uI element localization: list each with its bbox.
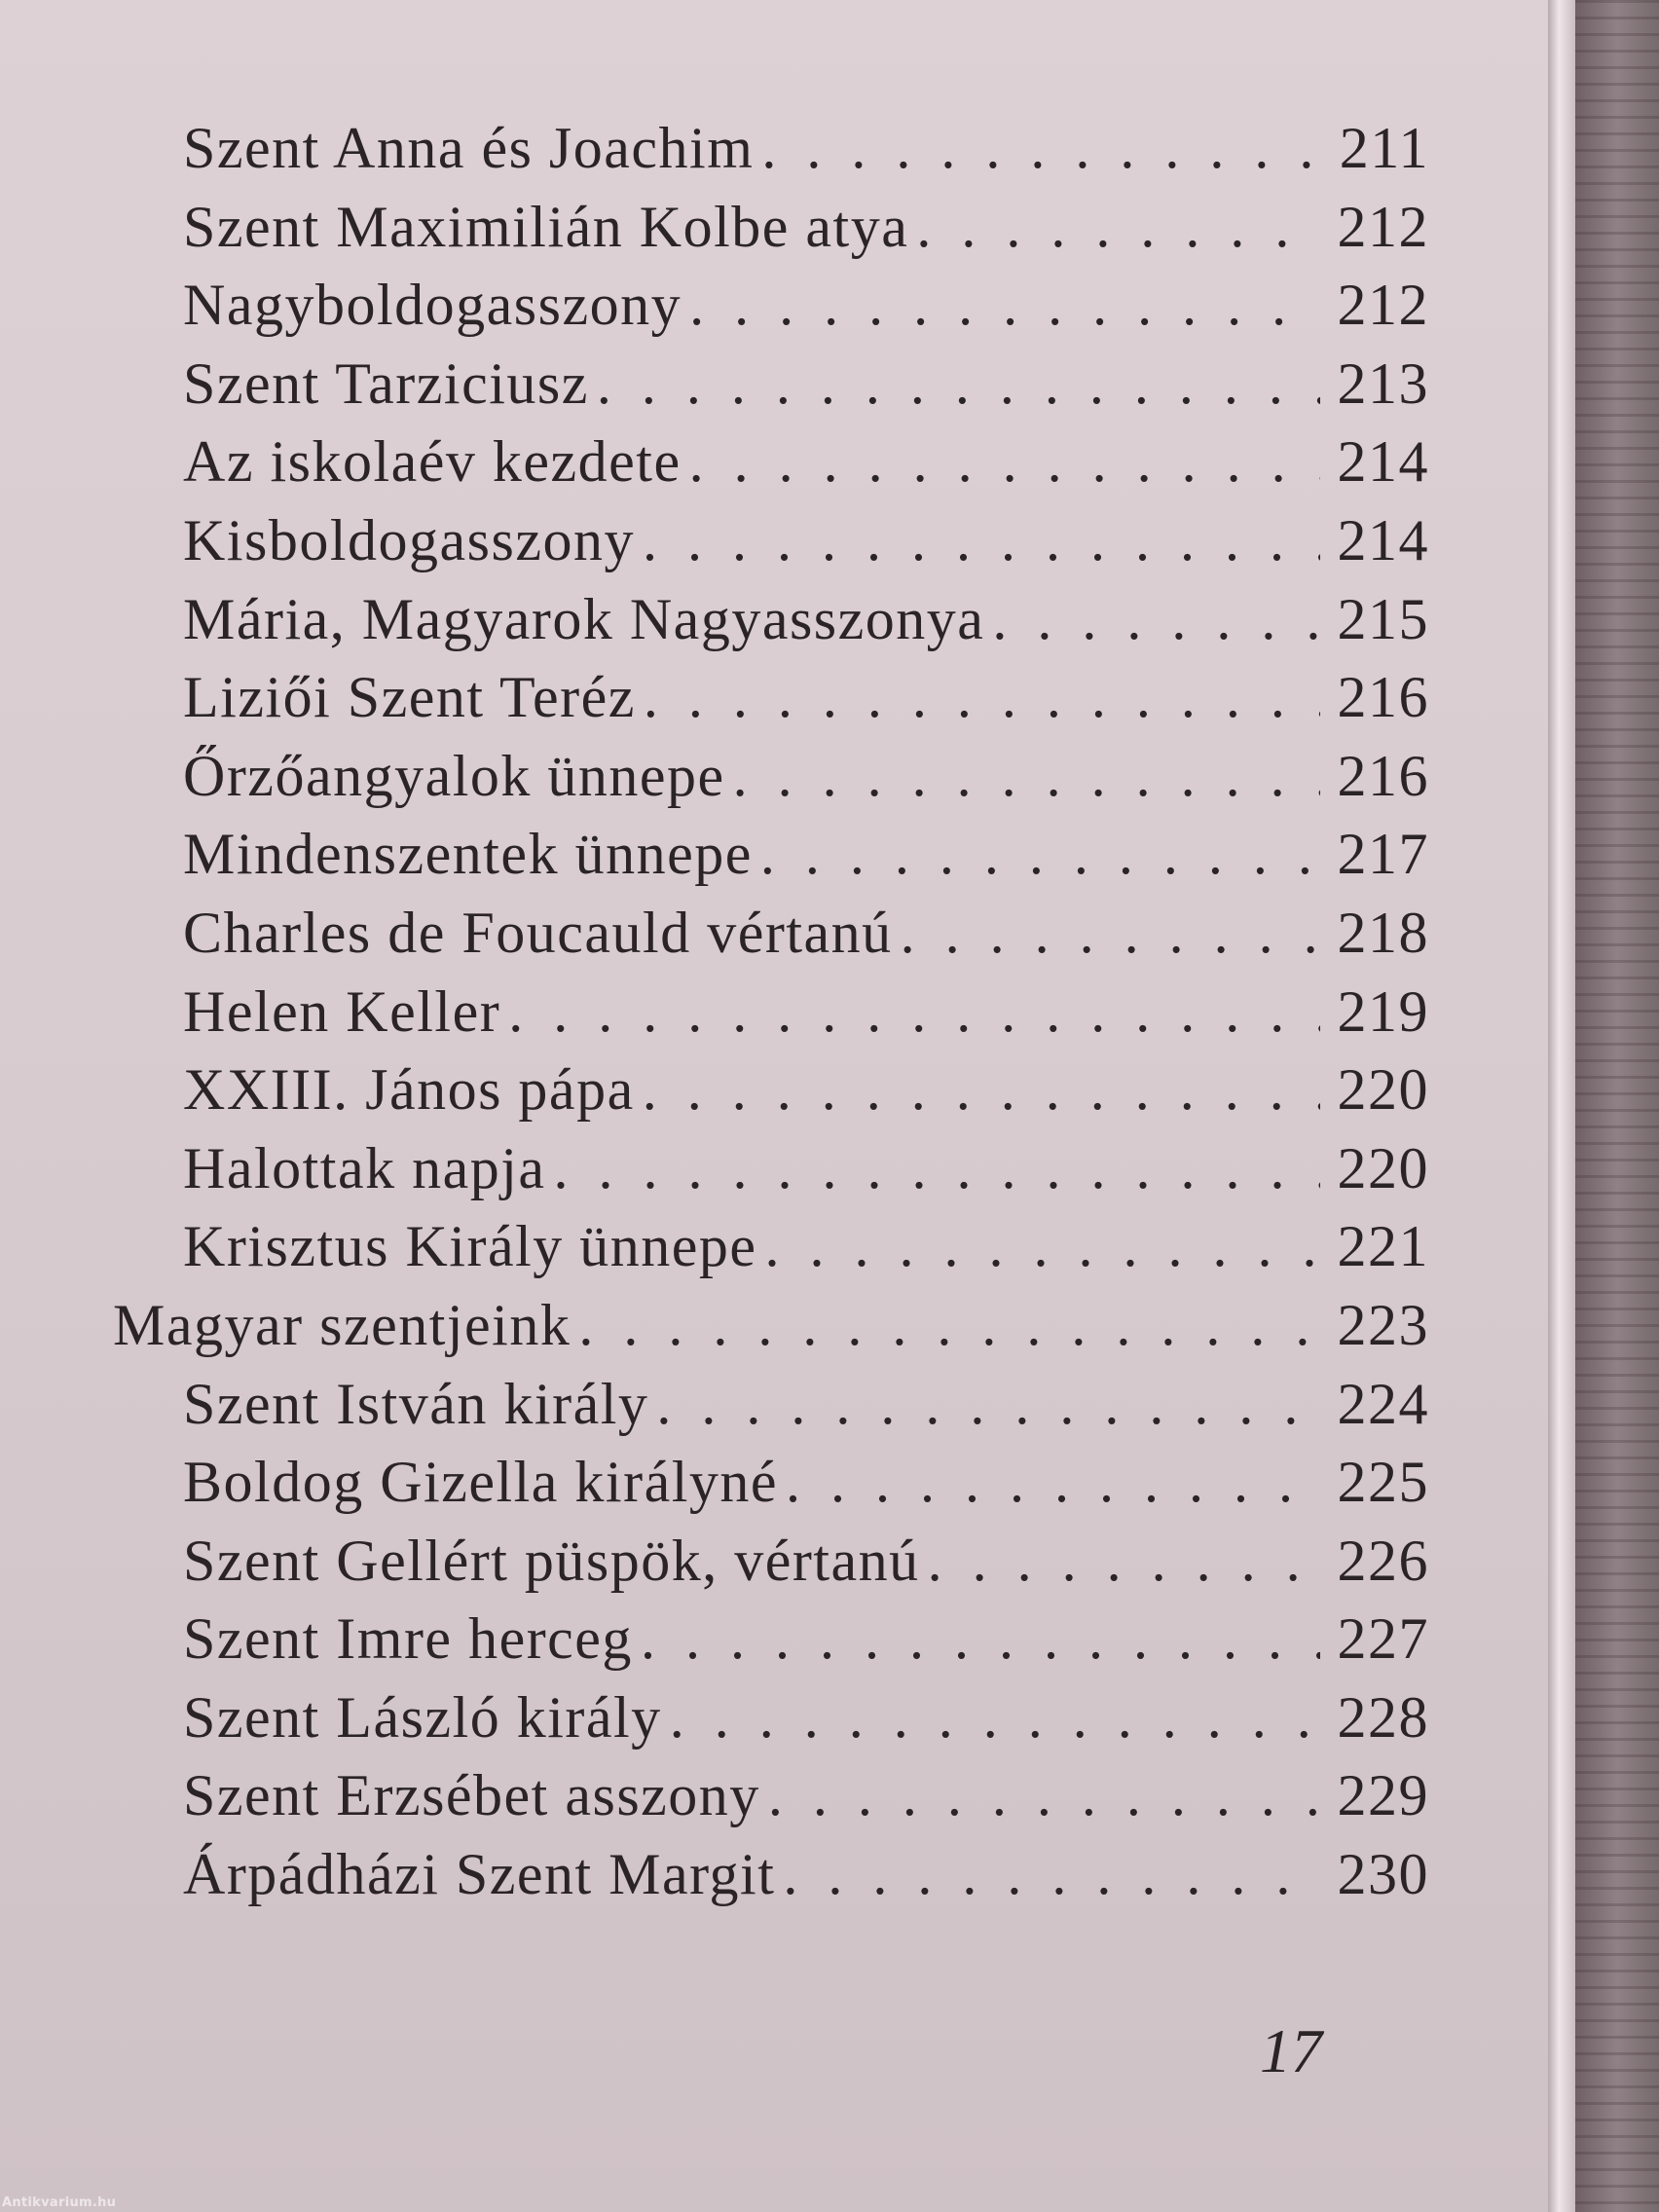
toc-section-heading bbox=[0, 1286, 1548, 1365]
toc-entry bbox=[0, 1756, 1548, 1835]
toc-entry-title: Szent László király bbox=[183, 1684, 662, 1750]
toc-entry-page-number: 216 bbox=[1337, 665, 1429, 730]
toc-entry-title: Halottak napja bbox=[183, 1135, 546, 1200]
toc-entry-title: Az iskolaév kezdete bbox=[183, 429, 682, 495]
toc-entry bbox=[0, 658, 1548, 737]
toc-entry bbox=[0, 1600, 1548, 1678]
toc-entry-page-number: 218 bbox=[1337, 900, 1429, 965]
toc-entry-page-number: 212 bbox=[1337, 194, 1429, 259]
toc-entry bbox=[0, 737, 1548, 816]
toc-dot-leader bbox=[682, 423, 1320, 501]
toc-entry-title: Nagyboldogasszony bbox=[183, 273, 682, 338]
toc-entry bbox=[0, 109, 1548, 188]
toc-entry-title: Árpádházi Szent Margit bbox=[183, 1842, 776, 1907]
toc-dot-leader bbox=[636, 658, 1320, 737]
page-number: 17 bbox=[1260, 2016, 1322, 2085]
toc-entry-page-number: 211 bbox=[1339, 116, 1429, 180]
toc-entry bbox=[0, 345, 1548, 424]
toc-entry-page-number: 217 bbox=[1337, 822, 1429, 887]
table-of-contents bbox=[0, 109, 1548, 1914]
toc-dot-leader bbox=[757, 1207, 1320, 1286]
toc-entry-page-number: 220 bbox=[1337, 1057, 1429, 1123]
toc-entry-page-number: 213 bbox=[1337, 350, 1429, 416]
toc-entry bbox=[0, 188, 1548, 267]
toc-dot-leader bbox=[635, 501, 1320, 580]
toc-entry bbox=[0, 1129, 1548, 1208]
toc-dot-leader bbox=[920, 1522, 1320, 1601]
toc-entry-page-number: 228 bbox=[1337, 1684, 1429, 1750]
toc-entry bbox=[0, 423, 1548, 501]
toc-entry-title: Liziői Szent Teréz bbox=[183, 665, 636, 730]
book-cover-edge bbox=[1575, 0, 1659, 2212]
toc-dot-leader bbox=[984, 580, 1320, 659]
toc-dot-leader bbox=[546, 1129, 1320, 1208]
toc-entry bbox=[0, 894, 1548, 973]
toc-dot-leader bbox=[778, 1443, 1320, 1522]
toc-dot-leader bbox=[753, 815, 1320, 894]
toc-entry-title: Őrzőangyalok ünnepe bbox=[183, 743, 725, 808]
toc-entry bbox=[0, 815, 1548, 894]
toc-entry-page-number: 214 bbox=[1337, 507, 1429, 572]
toc-entry bbox=[0, 266, 1548, 345]
toc-dot-leader bbox=[633, 1600, 1320, 1678]
toc-entry bbox=[0, 501, 1548, 580]
toc-dot-leader bbox=[754, 109, 1320, 188]
toc-entry-page-number: 227 bbox=[1337, 1606, 1429, 1672]
toc-entry-title: Mária, Magyarok Nagyasszonya bbox=[183, 586, 985, 651]
toc-entry-title: Szent Anna és Joachim bbox=[183, 116, 755, 180]
toc-dot-leader bbox=[500, 973, 1320, 1051]
toc-dot-leader bbox=[648, 1365, 1320, 1444]
toc-entry-page-number: 220 bbox=[1337, 1135, 1429, 1200]
toc-entry bbox=[0, 1522, 1548, 1601]
toc-entry-page-number: 223 bbox=[1337, 1292, 1429, 1357]
toc-entry-page-number: 212 bbox=[1337, 273, 1429, 338]
toc-entry-page-number: 215 bbox=[1337, 586, 1429, 651]
toc-entry bbox=[0, 1835, 1548, 1914]
toc-dot-leader bbox=[775, 1835, 1320, 1914]
toc-entry-page-number: 225 bbox=[1337, 1450, 1429, 1515]
toc-entry-page-number: 221 bbox=[1337, 1214, 1429, 1279]
toc-entry bbox=[0, 1207, 1548, 1286]
toc-entry-title: Szent Tarziciusz bbox=[183, 350, 589, 416]
toc-entry-title: Szent Maximilián Kolbe atya bbox=[183, 194, 909, 259]
watermark: Antikvarium.hu bbox=[2, 2195, 117, 2210]
toc-entry-page-number: 216 bbox=[1337, 743, 1429, 808]
toc-entry-page-number: 219 bbox=[1337, 978, 1429, 1044]
toc-entry-title: Krisztus Király ünnepe bbox=[183, 1214, 757, 1279]
toc-dot-leader bbox=[760, 1756, 1320, 1835]
toc-entry bbox=[0, 973, 1548, 1051]
toc-entry-page-number: 226 bbox=[1337, 1528, 1429, 1593]
toc-dot-leader bbox=[589, 345, 1320, 424]
toc-dot-leader bbox=[635, 1051, 1320, 1129]
page-edge bbox=[1548, 0, 1575, 2212]
toc-dot-leader bbox=[908, 188, 1320, 267]
toc-entry-page-number: 224 bbox=[1337, 1371, 1429, 1436]
toc-entry-title: Boldog Gizella királyné bbox=[183, 1450, 779, 1515]
toc-entry-page-number: 229 bbox=[1337, 1763, 1429, 1828]
toc-entry-title: Szent Imre herceg bbox=[183, 1606, 633, 1672]
toc-entry-title: Helen Keller bbox=[183, 978, 501, 1044]
toc-entry bbox=[0, 1051, 1548, 1129]
toc-entry-title: Kisboldogasszony bbox=[183, 507, 635, 572]
toc-entry-page-number: 230 bbox=[1337, 1842, 1429, 1907]
toc-entry-page-number: 214 bbox=[1337, 429, 1429, 495]
toc-entry-title: Magyar szentjeink bbox=[113, 1292, 571, 1357]
toc-entry-title: Charles de Foucauld vértanú bbox=[183, 900, 893, 965]
toc-dot-leader bbox=[893, 894, 1320, 973]
toc-dot-leader bbox=[662, 1678, 1320, 1757]
toc-entry-title: Mindenszentek ünnepe bbox=[183, 822, 753, 887]
toc-dot-leader bbox=[571, 1286, 1320, 1365]
toc-entry-title: XXIII. János pápa bbox=[183, 1057, 635, 1123]
toc-entry-title: Szent Gellért püspök, vértanú bbox=[183, 1528, 920, 1593]
toc-dot-leader bbox=[725, 737, 1320, 816]
toc-entry bbox=[0, 1678, 1548, 1757]
toc-entry bbox=[0, 580, 1548, 659]
toc-entry-title: Szent Erzsébet asszony bbox=[183, 1763, 760, 1828]
toc-dot-leader bbox=[682, 266, 1320, 345]
toc-entry bbox=[0, 1365, 1548, 1444]
toc-entry-title: Szent István király bbox=[183, 1371, 649, 1436]
toc-entry bbox=[0, 1443, 1548, 1522]
